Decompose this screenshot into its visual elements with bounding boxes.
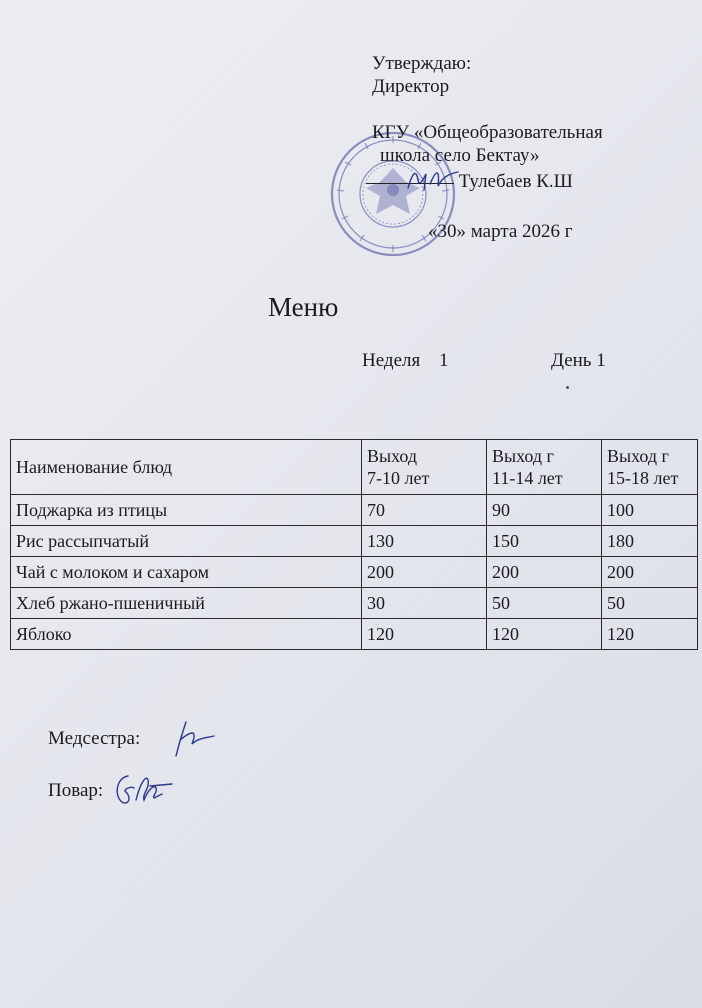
portion-7-10: 30 — [362, 588, 487, 619]
day-label: День 1 — [551, 350, 606, 371]
table-row — [11, 557, 698, 588]
approval-organization: КГУ «Общеобразовательная — [372, 122, 603, 143]
approval-heading: Утверждаю: — [372, 53, 472, 74]
portion-11-14: 90 — [487, 495, 602, 526]
table-row — [11, 495, 698, 526]
portion-15-18: 100 — [602, 495, 698, 526]
portion-7-10: 70 — [362, 495, 487, 526]
director-sign-row — [366, 171, 573, 193]
header-portion-15-18 — [602, 440, 698, 495]
table-row — [11, 526, 698, 557]
header-portion-7-10-line1: Выход — [367, 446, 418, 466]
portion-11-14: 120 — [487, 619, 602, 650]
cook-label: Повар: — [48, 780, 104, 801]
header-portion-11-14-line2: 11-14 лет — [492, 468, 563, 488]
portion-15-18: 120 — [602, 619, 698, 650]
portion-7-10: 120 — [362, 619, 487, 650]
portion-11-14: 50 — [487, 588, 602, 619]
director-name: Тулебаев К.Ш — [458, 171, 573, 192]
nurse-signature-icon — [168, 718, 218, 760]
header-portion-15-18-line2: 15-18 лет — [607, 468, 679, 488]
header-portion-11-14 — [487, 440, 602, 495]
portion-15-18: 180 — [602, 526, 698, 557]
approval-date: «30» марта 2026 г — [428, 221, 573, 242]
table-header-row — [11, 440, 698, 495]
portion-7-10: 200 — [362, 557, 487, 588]
cook-signature-icon — [112, 766, 176, 810]
portion-15-18: 50 — [602, 588, 698, 619]
menu-table — [10, 439, 698, 650]
ink-dot — [566, 386, 569, 389]
table-row — [11, 619, 698, 650]
dish-name: Чай с молоком и сахаром — [11, 557, 362, 588]
dish-name: Рис рассыпчатый — [11, 526, 362, 557]
portion-11-14: 200 — [487, 557, 602, 588]
portion-11-14: 150 — [487, 526, 602, 557]
dish-name: Яблоко — [11, 619, 362, 650]
approval-block — [372, 52, 603, 167]
header-portion-7-10 — [362, 440, 487, 495]
dish-name: Хлеб ржано-пшеничный — [11, 588, 362, 619]
page-title: Меню — [268, 292, 339, 322]
header-portion-11-14-line1: Выход г — [492, 446, 554, 466]
week-number: 1 — [438, 350, 449, 371]
header-portion-15-18-line1: Выход г — [607, 446, 669, 466]
dish-name: Поджарка из птицы — [11, 495, 362, 526]
approval-position: Директор — [372, 76, 450, 97]
header-dish-name: Наименование блюд — [11, 440, 362, 495]
week-label — [362, 350, 448, 372]
approval-organization-cont: школа село Бектау» — [380, 145, 540, 166]
portion-7-10: 130 — [362, 526, 487, 557]
director-signature-icon — [402, 160, 462, 196]
nurse-label: Медсестра: — [48, 728, 141, 749]
table-row — [11, 588, 698, 619]
week-text: Неделя — [362, 350, 421, 371]
header-portion-7-10-line2: 7-10 лет — [367, 468, 430, 488]
portion-15-18: 200 — [602, 557, 698, 588]
